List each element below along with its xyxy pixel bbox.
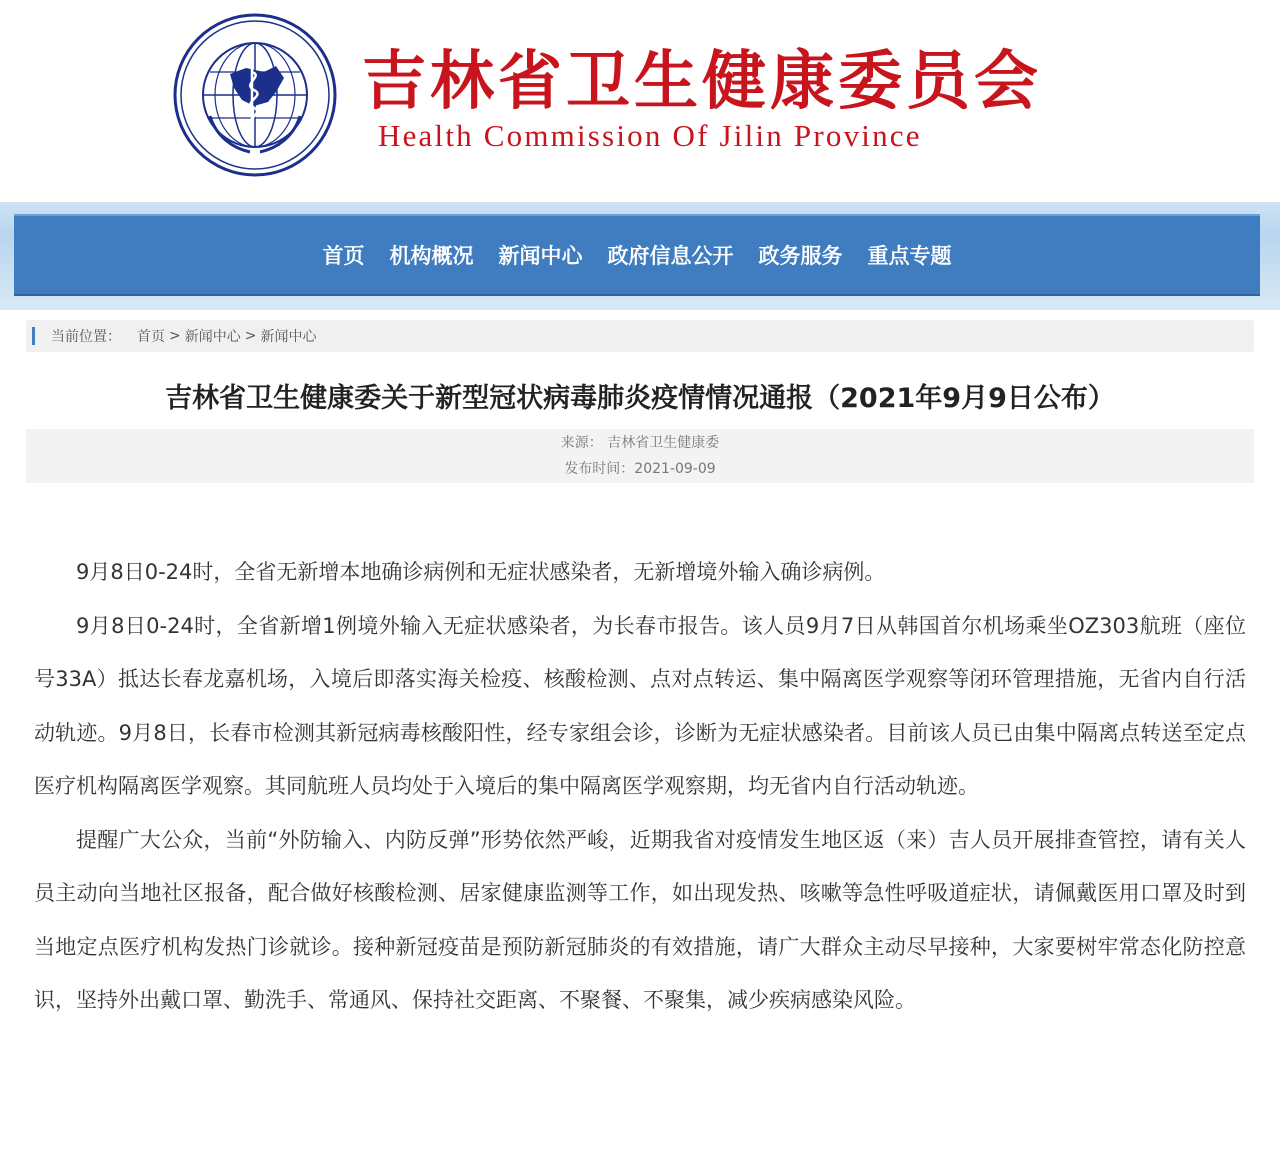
breadcrumb-separator: > — [244, 328, 257, 344]
site-title-en: Health Commission Of Jilin Province — [378, 118, 922, 153]
nav-about[interactable]: 机构概况 — [389, 244, 474, 268]
breadcrumb-separator: > — [169, 328, 181, 344]
nav-home[interactable]: 首页 — [322, 244, 365, 268]
article-body — [34, 546, 1246, 1028]
article-source: 来源： 吉林省卫生健康委 — [560, 435, 720, 451]
article-paragraph: 提醒广大公众，当前“外防输入、内防反弹”形势依然严峻，近期我省对疫情发生地区返（来）吉人员开展排查管控，请有关人员主动向当地社区报备，配合做好核酸检测、居家健康监测等工作，如出现发热、咳嗽等急性呼吸道症状，请佩戴医用口罩及时到当地定点医疗机构发热门诊就诊。接种新冠疫苗是预防新冠肺炎的有效措施，请广大群众主动尽早接种，大家要树牢常态化防控意识，坚持外出戴口罩、勤洗手、常通风、保持社交距离、不聚餐、不聚集，减少疾病感染风险。 — [34, 827, 1246, 1012]
article-paragraph: 9月8日0-24时，全省无新增本地确诊病例和无症状感染者，无新增境外输入确诊病例。 — [76, 560, 886, 584]
nav-services[interactable]: 政务服务 — [758, 244, 843, 268]
globe-emblem-icon[interactable] — [172, 12, 338, 178]
article-meta — [26, 429, 1254, 483]
nav-gov-info[interactable]: 政府信息公开 — [607, 244, 734, 268]
nav-topics[interactable]: 重点专题 — [867, 244, 952, 268]
breadcrumb-home[interactable]: 首页 — [137, 329, 165, 345]
breadcrumb-news-current[interactable]: 新闻中心 — [260, 329, 317, 345]
site-title-cn: 吉林省卫生健康委员会 — [362, 44, 1042, 119]
nav-news[interactable]: 新闻中心 — [498, 244, 583, 268]
article-date: 发布时间：2021-09-09 — [564, 461, 716, 477]
article-paragraph: 9月8日0-24时，全省新增1例境外输入无症状感染者，为长春市报告。该人员9月7日从韩国首尔机场乘坐OZ303航班（座位号33A）抵达长春龙嘉机场，入境后即落实海关检疫、核酸检测、点对点转运、集中隔离医学观察等闭环管理措施，无省内自行活动轨迹。9月8日，长春市检测其新冠病毒核酸阳性，经专家组会诊，诊断为无症状感染者。目前该人员已由集中隔离点转送至定点医疗机构隔离医学观察。其同航班人员均处于入境后的集中隔离医学观察期，均无省内自行活动轨迹。 — [34, 613, 1246, 798]
main-nav — [14, 214, 1260, 296]
breadcrumb — [26, 320, 1254, 352]
article-title: 吉林省卫生健康委关于新型冠状病毒肺炎疫情情况通报（2021年9月9日公布） — [165, 383, 1115, 414]
site-header — [0, 0, 1280, 200]
breadcrumb-marker — [32, 327, 35, 345]
breadcrumb-news[interactable]: 新闻中心 — [184, 329, 241, 345]
breadcrumb-label: 当前位置： — [51, 329, 121, 345]
